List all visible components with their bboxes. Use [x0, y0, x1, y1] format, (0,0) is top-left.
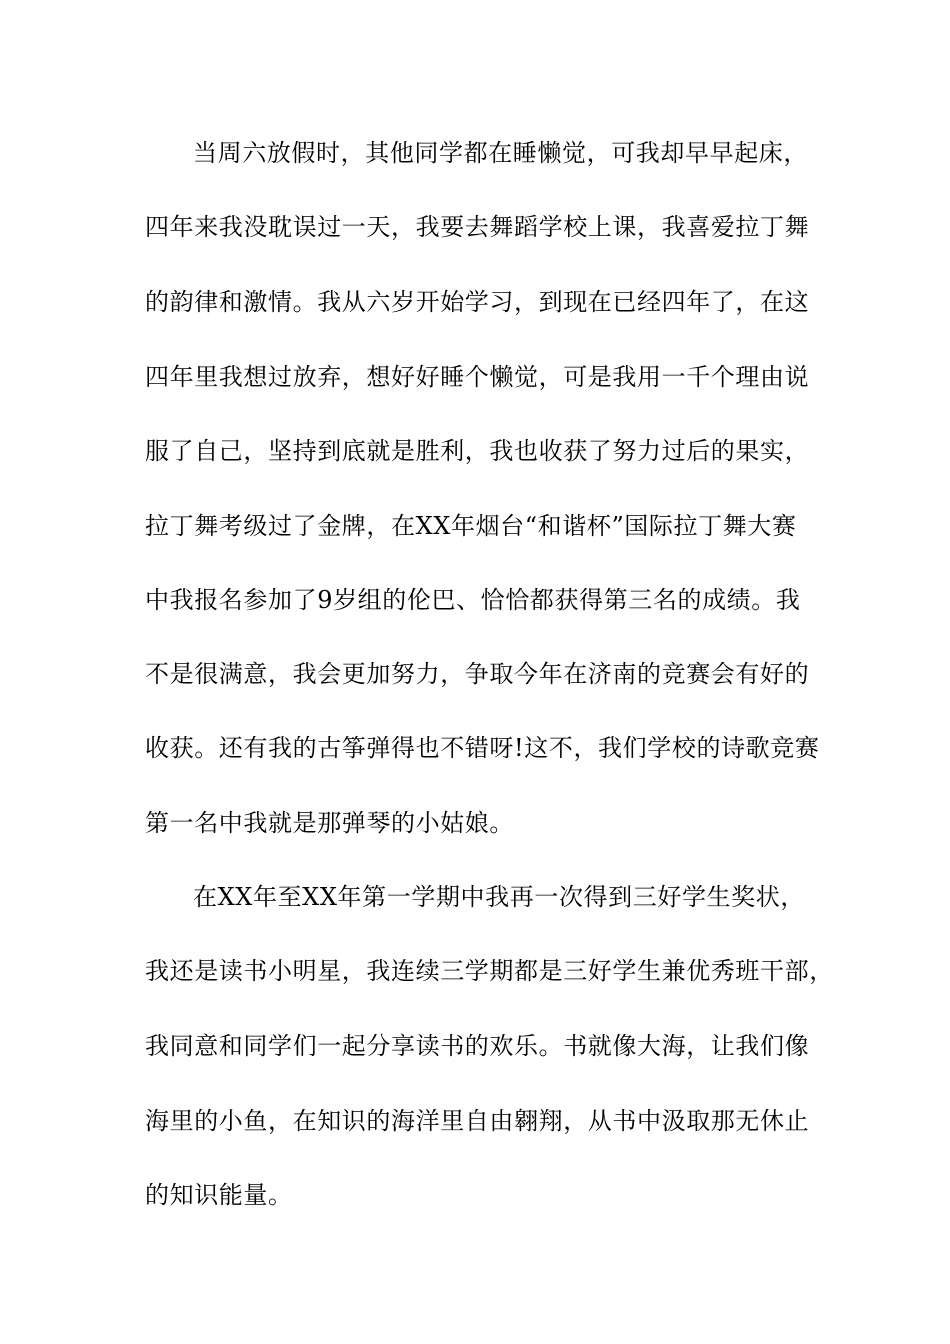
paragraph-1-line-7: 中我报名参加了9岁组的伦巴、恰恰都获得第三名的成绩。我 — [145, 586, 801, 614]
paragraph-2-line-5: 的知识能量。 — [145, 1181, 293, 1209]
paragraph-2-line-3: 我同意和同学们一起分享读书的欢乐。书就像大海，让我们像 — [145, 1032, 810, 1060]
paragraph-1-line-2: 四年来我没耽误过一天，我要去舞蹈学校上课，我喜爱拉丁舞 — [145, 213, 810, 241]
paragraph-1-line-3: 的韵律和激情。我从六岁开始学习，到现在已经四年了，在这 — [145, 288, 810, 316]
paragraph-1-line-1: 当周六放假时，其他同学都在睡懒觉，可我却早早起床， — [193, 139, 808, 167]
paragraph-1-line-8: 不是很满意，我会更加努力，争取今年在济南的竞赛会有好的 — [145, 660, 810, 688]
paragraph-1-line-4: 四年里我想过放弃，想好好睡个懒觉，可是我用一千个理由说 — [145, 363, 810, 391]
paragraph-1-line-5: 服了自己，坚持到底就是胜利，我也收获了努力过后的果实， — [145, 437, 810, 465]
paragraph-1-line-9: 收获。还有我的古筝弹得也不错呀!这不，我们学校的诗歌竞赛 — [145, 734, 820, 762]
paragraph-2-line-1: 在XX年至XX年第一学期中我再一次得到三好学生奖状， — [193, 883, 805, 911]
paragraph-1-line-10: 第一名中我就是那弹琴的小姑娘。 — [145, 809, 514, 837]
paragraph-2-line-2: 我还是读书小明星，我连续三学期都是三好学生兼优秀班干部， — [145, 957, 834, 985]
paragraph-2-line-4: 海里的小鱼，在知识的海洋里自由翱翔，从书中汲取那无休止 — [145, 1107, 810, 1135]
paragraph-1-line-6: 拉丁舞考级过了金牌，在XX年烟台“和谐杯”国际拉丁舞大赛 — [145, 512, 797, 540]
